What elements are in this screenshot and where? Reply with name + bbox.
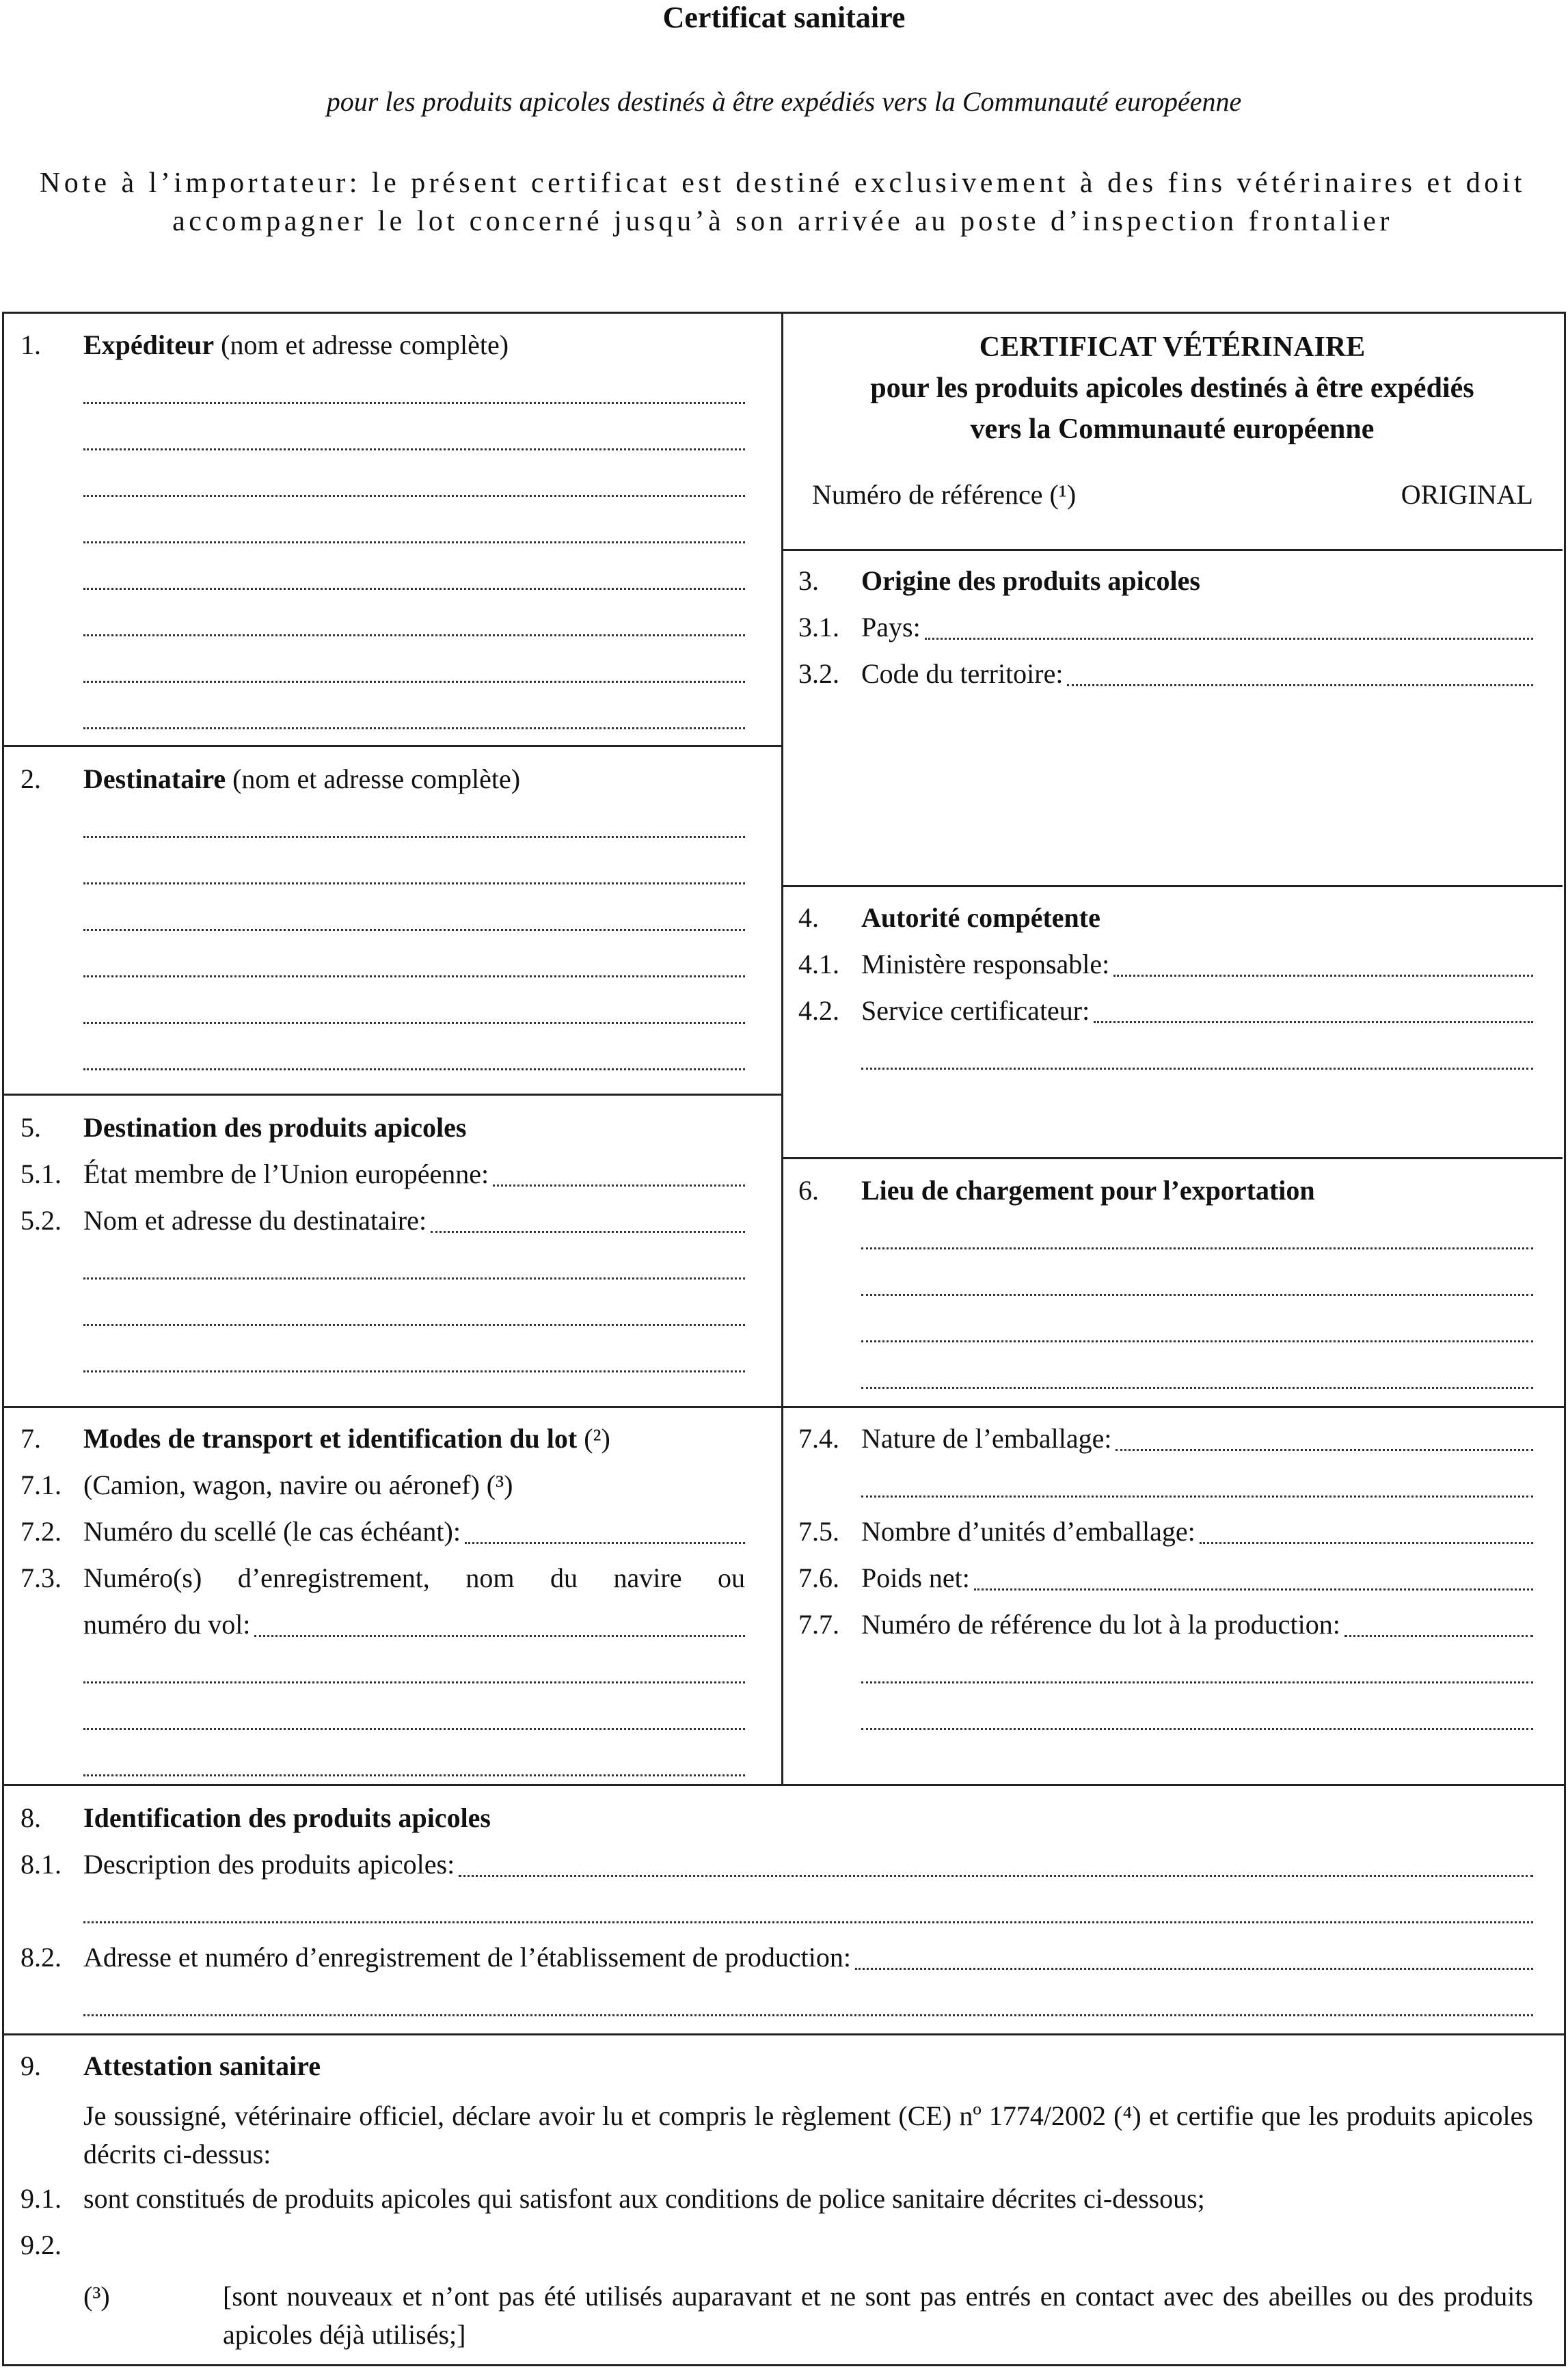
box-5-number: 5. bbox=[21, 1112, 41, 1143]
vet-title-line-3: vers la Communauté européenne bbox=[970, 414, 1375, 445]
original-label: ORIGINAL bbox=[1401, 479, 1533, 510]
vet-title-line-2: pour les produits apicoles destinés à être expédiés bbox=[870, 373, 1474, 404]
box-1-consignor bbox=[21, 328, 745, 746]
attestation-items bbox=[21, 2182, 1533, 2275]
field-number: 7.4. bbox=[798, 1423, 839, 1454]
batch-reference-line[interactable] bbox=[798, 1654, 1533, 1701]
establishment-label: Adresse et numéro d’enregistrement de l’établissement de production: bbox=[83, 1942, 851, 1973]
box-7-packaging bbox=[798, 1422, 1533, 1747]
field-number: 7.1. bbox=[21, 1470, 62, 1500]
package-count-field[interactable] bbox=[798, 1515, 1533, 1561]
box-4-number: 4. bbox=[798, 902, 819, 933]
divider-4-6 bbox=[781, 1157, 1563, 1159]
packaging-nature-field[interactable] bbox=[798, 1422, 1533, 1468]
batch-reference-label: Numéro de référence du lot à la production: bbox=[861, 1609, 1340, 1640]
box-6-loading-place bbox=[798, 1174, 1533, 1406]
box-5-title: Destination des produits apicoles bbox=[83, 1112, 467, 1143]
box-2-title: Destinataire bbox=[83, 763, 226, 794]
box-2-consignee bbox=[21, 762, 745, 1087]
recipient-address-line[interactable] bbox=[21, 1343, 745, 1390]
box-8-product-identification bbox=[21, 1801, 1533, 2033]
box-7-footnote: (²) bbox=[584, 1423, 610, 1454]
divider-row-9 bbox=[2, 2033, 1564, 2035]
box-7-number: 7. bbox=[21, 1423, 41, 1454]
field-number: 7.5. bbox=[798, 1516, 839, 1547]
footnote-3-marker: (³) bbox=[83, 2281, 110, 2312]
loading-place-line[interactable] bbox=[798, 1313, 1533, 1359]
field-number: 4.2. bbox=[798, 995, 839, 1026]
item-number: 9.2. bbox=[21, 2230, 62, 2260]
consignor-line[interactable] bbox=[21, 700, 745, 746]
field-number: 4.1. bbox=[798, 949, 839, 979]
territory-code-field[interactable] bbox=[798, 657, 1533, 703]
importer-note: Note à l’importateur: le présent certificat est destiné exclusivement à des fins vétérinaires et doit accompagner le lot concerné jusqu’à son arrivée au poste d’inspection frontalier bbox=[39, 167, 1526, 237]
establishment-line[interactable] bbox=[21, 1987, 1533, 2033]
field-number: 7.7. bbox=[798, 1609, 839, 1640]
footnote-3-text: [sont nouveaux et n’ont pas été utilisés auparavant et ne sont pas entrés en contact avec des abeilles ou des produits apicoles déjà utilisés;] bbox=[223, 2281, 1533, 2350]
box-7-title: Modes de transport et identification du lot bbox=[83, 1423, 578, 1454]
field-number: 8.2. bbox=[21, 1942, 62, 1973]
package-count-label: Nombre d’unités d’emballage: bbox=[861, 1516, 1195, 1547]
registration-number-label: Numéro(s) d’enregistrement, nom du navire ou bbox=[83, 1562, 745, 1593]
box-7-transport bbox=[21, 1422, 745, 1793]
consignee-line[interactable] bbox=[21, 994, 745, 1041]
box-3-number: 3. bbox=[798, 565, 819, 596]
territory-code-label: Code du territoire: bbox=[861, 658, 1064, 689]
ministry-field[interactable] bbox=[798, 947, 1533, 994]
document-title: Certificat sanitaire bbox=[662, 1, 906, 34]
field-number: 5.2. bbox=[21, 1205, 62, 1236]
country-label: Pays: bbox=[861, 612, 921, 642]
box-6-number: 6. bbox=[798, 1175, 819, 1206]
recipient-address-field[interactable] bbox=[21, 1204, 745, 1250]
transport-type-label: (Camion, wagon, navire ou aéronef) (³) bbox=[83, 1470, 513, 1500]
consignee-line[interactable] bbox=[21, 809, 745, 855]
loading-place-line[interactable] bbox=[798, 1359, 1533, 1406]
product-description-label: Description des produits apicoles: bbox=[83, 1849, 455, 1880]
box-8-title: Identification des produits apicoles bbox=[83, 1802, 491, 1833]
consignor-line[interactable] bbox=[21, 653, 745, 700]
box-5-destination bbox=[21, 1111, 745, 1390]
batch-reference-field[interactable] bbox=[798, 1608, 1533, 1654]
packaging-nature-label: Nature de l’emballage: bbox=[861, 1423, 1112, 1454]
divider-2-5 bbox=[2, 1094, 783, 1096]
seal-number-label: Numéro du scellé (le cas échéant): bbox=[83, 1516, 461, 1547]
field-number: 3.1. bbox=[798, 612, 839, 642]
certifying-service-label: Service certificateur: bbox=[861, 995, 1090, 1026]
divider-vet-3 bbox=[781, 549, 1563, 551]
member-state-field[interactable] bbox=[21, 1157, 745, 1204]
consignee-line[interactable] bbox=[21, 855, 745, 902]
recipient-address-line[interactable] bbox=[21, 1297, 745, 1343]
box-3-title: Origine des produits apicoles bbox=[861, 565, 1200, 596]
consignor-line[interactable] bbox=[21, 375, 745, 421]
consignee-line[interactable] bbox=[21, 1041, 745, 1087]
product-description-line[interactable] bbox=[21, 1894, 1533, 1940]
net-weight-field[interactable] bbox=[798, 1561, 1533, 1608]
reference-number-row bbox=[812, 478, 1533, 511]
box-9-title: Attestation sanitaire bbox=[83, 2050, 321, 2081]
member-state-label: État membre de l’Union européenne: bbox=[83, 1159, 489, 1189]
field-number: 7.3. bbox=[21, 1562, 62, 1593]
field-number: 3.2. bbox=[798, 658, 839, 689]
consignor-line[interactable] bbox=[21, 560, 745, 607]
box-6-title: Lieu de chargement pour l’exportation bbox=[861, 1175, 1315, 1206]
certifying-service-line[interactable] bbox=[798, 1040, 1533, 1087]
transport-line[interactable] bbox=[21, 1654, 745, 1701]
field-number: 7.2. bbox=[21, 1516, 62, 1547]
box-1-subtitle: (nom et adresse complète) bbox=[221, 329, 509, 360]
recipient-address-label: Nom et adresse du destinataire: bbox=[83, 1205, 427, 1236]
ministry-label: Ministère responsable: bbox=[861, 949, 1110, 979]
box-8-number: 8. bbox=[21, 1802, 41, 1833]
seal-number-field[interactable] bbox=[21, 1515, 745, 1561]
flight-number-label: numéro du vol: bbox=[83, 1609, 251, 1640]
box-3-origin bbox=[798, 564, 1533, 703]
packaging-nature-line[interactable] bbox=[798, 1468, 1533, 1515]
box-2-subtitle: (nom et adresse complète) bbox=[232, 763, 521, 794]
attestation-intro: Je soussigné, vétérinaire officiel, déclare avoir lu et compris le règlement (CE) nº 1774/2002 (⁴) et certifie que les produits apicoles décrits ci-dessus: bbox=[83, 2100, 1533, 2169]
registration-number-field[interactable] bbox=[21, 1561, 745, 1608]
transport-type-field[interactable] bbox=[21, 1468, 745, 1515]
column-divider bbox=[781, 312, 783, 1784]
box-1-title: Expéditeur bbox=[83, 329, 215, 360]
divider-row-7 bbox=[2, 1406, 1564, 1408]
vet-certificate-heading bbox=[786, 327, 1558, 450]
flight-number-field[interactable] bbox=[21, 1608, 745, 1654]
field-number: 5.1. bbox=[21, 1159, 62, 1189]
recipient-address-line[interactable] bbox=[21, 1250, 745, 1297]
transport-line[interactable] bbox=[21, 1747, 745, 1793]
divider-3-4 bbox=[781, 885, 1563, 887]
consignor-line[interactable] bbox=[21, 607, 745, 653]
item-number: 9.1. bbox=[21, 2183, 62, 2214]
net-weight-label: Poids net: bbox=[861, 1562, 970, 1593]
consignee-line[interactable] bbox=[21, 948, 745, 994]
product-description-field[interactable] bbox=[21, 1847, 1533, 1894]
box-4-title: Autorité compétente bbox=[861, 902, 1100, 933]
attestation-item-9-1: sont constitués de produits apicoles qui satisfont aux conditions de police sanitaire décrites ci-dessous; bbox=[83, 2183, 1205, 2214]
field-number: 7.6. bbox=[798, 1562, 839, 1593]
batch-reference-line[interactable] bbox=[798, 1701, 1533, 1747]
box-2-number: 2. bbox=[21, 763, 41, 794]
consignor-line[interactable] bbox=[21, 421, 745, 468]
consignor-line[interactable] bbox=[21, 514, 745, 560]
reference-number-label: Numéro de référence (¹) bbox=[812, 479, 1077, 510]
transport-line[interactable] bbox=[21, 1701, 745, 1747]
vet-title-line-1: CERTIFICAT VÉTÉRINAIRE bbox=[979, 331, 1366, 363]
certifying-service-field[interactable] bbox=[798, 994, 1533, 1040]
consignor-line[interactable] bbox=[21, 468, 745, 514]
field-number: 8.1. bbox=[21, 1849, 62, 1880]
country-field[interactable] bbox=[798, 610, 1533, 657]
box-9-number: 9. bbox=[21, 2050, 41, 2081]
loading-place-line[interactable] bbox=[798, 1267, 1533, 1313]
loading-place-line[interactable] bbox=[798, 1220, 1533, 1267]
establishment-field[interactable] bbox=[21, 1940, 1533, 1987]
document-subtitle: pour les produits apicoles destinés à être expédiés vers la Communauté européenne bbox=[326, 86, 1242, 117]
consignee-line[interactable] bbox=[21, 902, 745, 948]
box-4-competent-authority bbox=[798, 901, 1533, 1087]
box-9-health-attestation bbox=[21, 2049, 1533, 2096]
box-1-number: 1. bbox=[21, 329, 41, 360]
